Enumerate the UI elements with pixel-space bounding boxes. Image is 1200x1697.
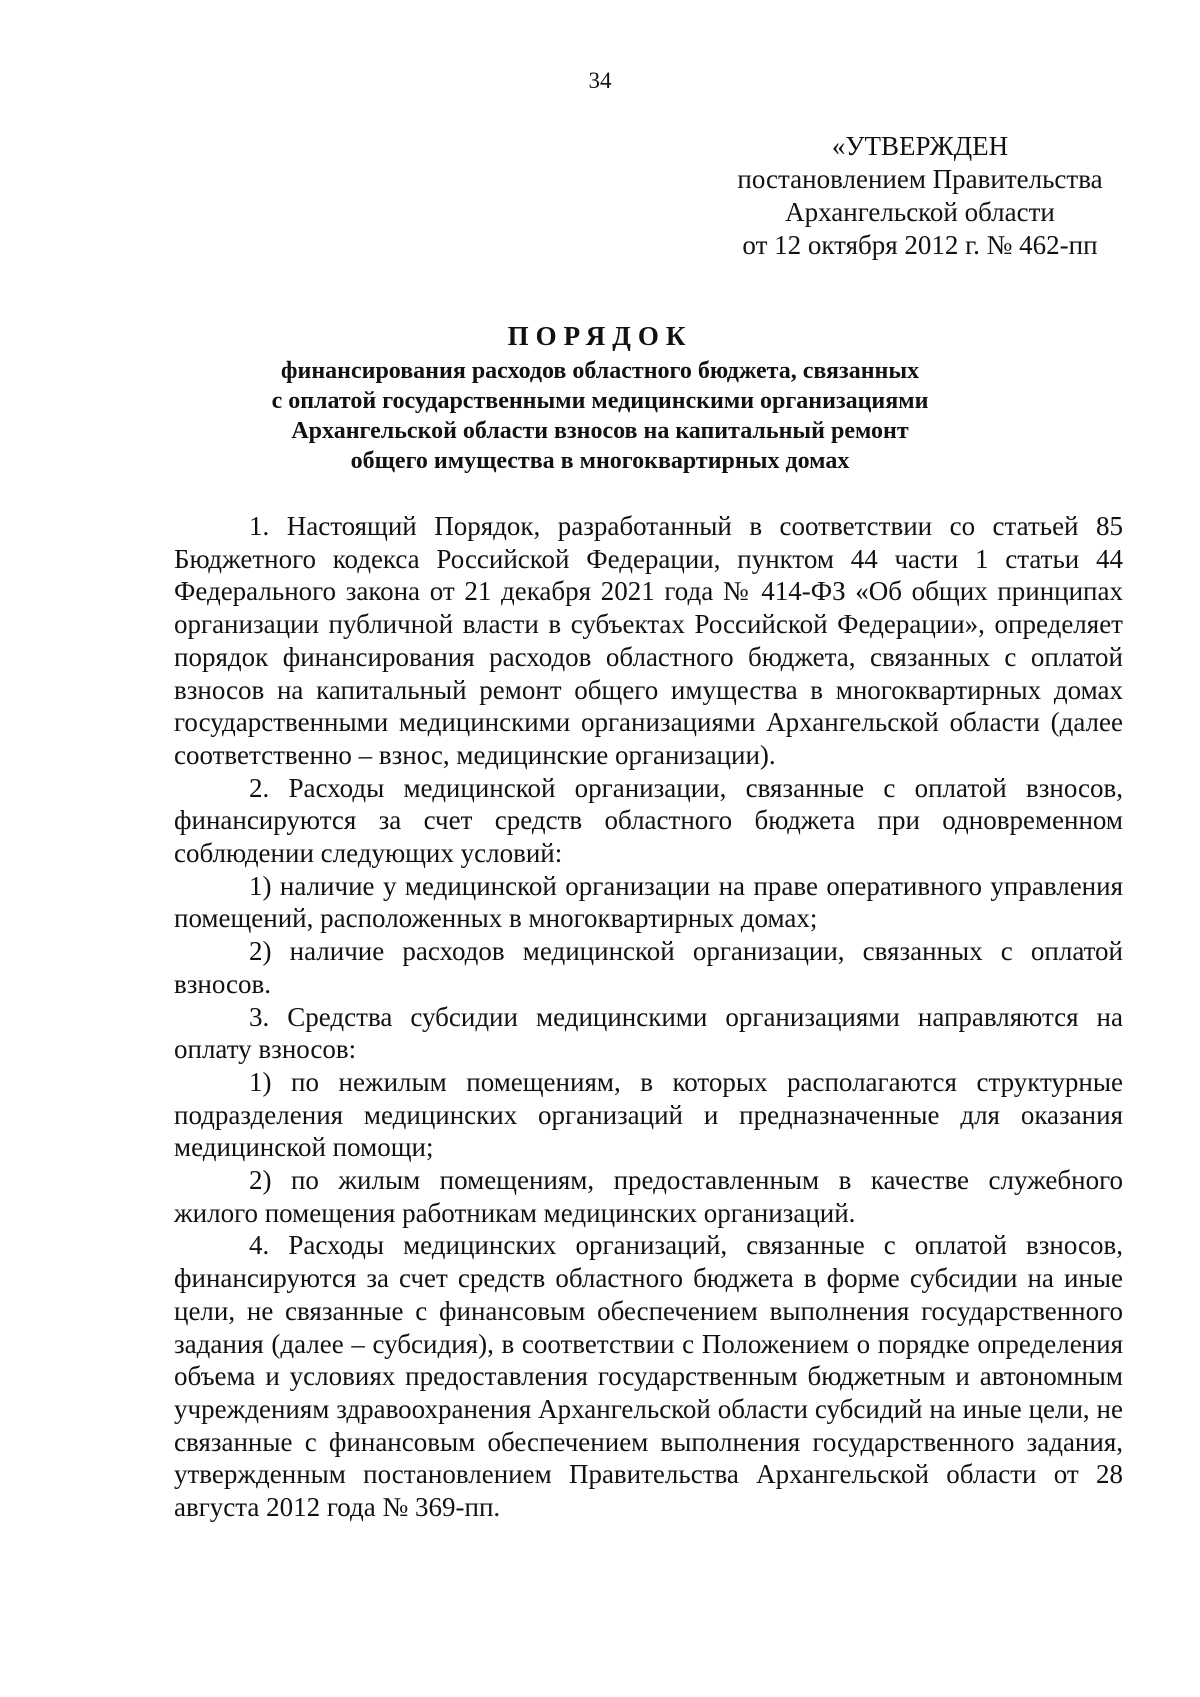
approval-stamp (700, 130, 1140, 262)
approval-line-region: Архангельской области (785, 197, 1055, 227)
paragraph-4: 4. Расходы медицинских организаций, связанные с оплатой взносов, финансируются за счет средств областного бюджета в форме субсидии на иные цели, не связанные с финансовым обеспечением выполнения государственного задания (далее – субсидия), в соответствии с Положением о порядке определения объема и условиях предоставления государственным бюджетным и автономным учреждениям здравоохранения Архангельской области субсидий на иные цели, не связанные с финансовым обеспечением выполнения государственного задания, утвержденным постановлением Правительства Архангельской области от 28 августа 2012 года № 369-пп. (174, 1230, 1123, 1523)
paragraph-2: 2. Расходы медицинской организации, связанные с оплатой взносов, финансируются за счет средств областного бюджета при одновременном соблюдении следующих условий: (174, 772, 1123, 869)
paragraph-1: 1. Настоящий Порядок, разработанный в соответствии со статьей 85 Бюджетного кодекса Российской Федерации, пунктом 44 части 1 статьи 44 Федерального закона от 21 декабря 2021 года № 414-ФЗ «Об общих принципах организации публичной власти в субъектах Российской Федерации», определяет порядок финансирования расходов областного бюджета, связанных с оплатой взносов на капитальный ремонт общего имущества в многоквартирных домах государственными медицинскими организациями Архангельской области (далее соответственно – взнос, медицинские организации). (174, 511, 1123, 770)
page-number: 34 (588, 68, 612, 93)
paragraph-2-item-1: 1) наличие у медицинской организации на праве оперативного управления помещений, расположенных в многоквартирных домах; (174, 870, 1123, 934)
subtitle-line: с оплатой государственными медицинскими организациями (271, 388, 929, 414)
document-title: ПОРЯДОК (507, 321, 693, 351)
approval-line-approved: «УТВЕРЖДЕН (831, 131, 1009, 161)
paragraph-2-item-2: 2) наличие расходов медицинской организации, связанных с оплатой взносов. (174, 936, 1123, 999)
document-heading (150, 318, 1050, 476)
subtitle-line: Архангельской области взносов на капитальный ремонт (291, 418, 909, 444)
paragraph-3-item-1: 1) по нежилым помещениям, в которых располагаются структурные подразделения медицинских организаций и предназначенные для оказания медицинской помощи; (174, 1066, 1123, 1163)
document-subtitle (150, 356, 1050, 476)
document-body (174, 510, 1123, 1524)
paragraph-3-item-2: 2) по жилым помещениям, предоставленным в качестве служебного жилого помещения работникам медицинских организаций. (174, 1165, 1123, 1228)
paragraph-3: 3. Средства субсидии медицинскими организациями направляются на оплату взносов: (174, 1001, 1123, 1065)
subtitle-line: общего имущества в многоквартирных домах (350, 448, 850, 474)
approval-line-by-resolution: постановлением Правительства (737, 164, 1103, 194)
subtitle-line: финансирования расходов областного бюджета, связанных (280, 358, 920, 384)
approval-line-date-number: от 12 октября 2012 г. № 462-пп (742, 230, 1098, 260)
